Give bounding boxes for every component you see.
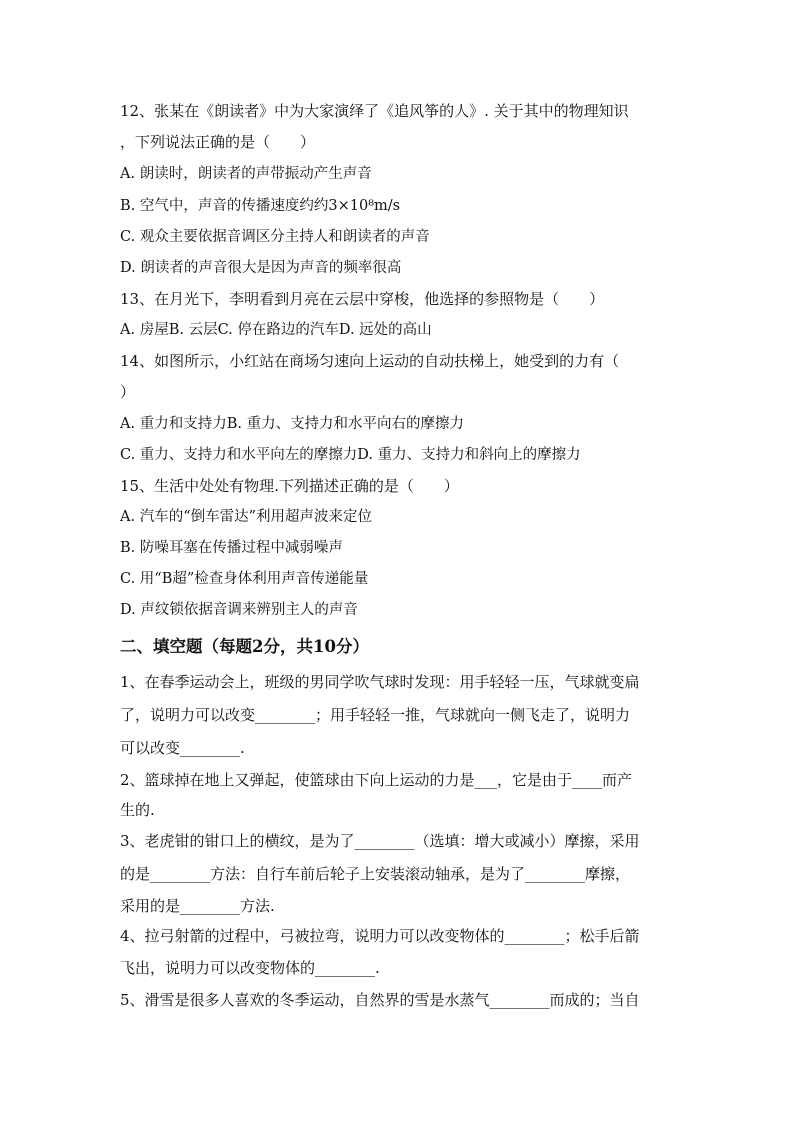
q14-stem-line2: ） bbox=[120, 383, 136, 401]
section-heading-fill-in: 二、填空题（每题2分，共10分） bbox=[120, 637, 369, 656]
q13-stem: 13、在月光下，李明看到月亮在云层中穿梭，他选择的参照物是（ ） bbox=[120, 290, 605, 308]
q15-option-c: C. 用“B超”检查身体利用声音传递能量 bbox=[120, 571, 369, 587]
q14-stem-line1: 14、如图所示，小红站在商场匀速向上运动的自动扶梯上，她受到的力有（ bbox=[120, 352, 620, 370]
fill-q2-line1: 2、篮球掉在地上又弹起，使篮球由下向上运动的力是___，它是由于____而产 bbox=[120, 771, 633, 789]
q13-options: A. 房屋B. 云层C. 停在路边的汽车D. 远处的高山 bbox=[120, 322, 432, 338]
q12-option-a: A. 朗读时，朗读者的声带振动产生声音 bbox=[120, 166, 372, 182]
q14-options-cd: C. 重力、支持力和水平向左的摩擦力D. 重力、支持力和斜向上的摩擦力 bbox=[120, 447, 581, 463]
q12-stem-line1: 12、张某在《朗读者》中为大家演绎了《追风筝的人》. 关于其中的物理知识 bbox=[120, 102, 629, 120]
fill-q3-line3: 采用的是________方法. bbox=[120, 897, 275, 915]
fill-q5-line1: 5、滑雪是很多人喜欢的冬季运动，自然界的雪是水蒸气________而成的；当自 bbox=[120, 991, 640, 1009]
q12-option-c: C. 观众主要依据音调区分主持人和朗读者的声音 bbox=[120, 229, 430, 245]
q12-option-b: B. 空气中，声音的传播速度约约3×10⁸m/s bbox=[120, 198, 401, 214]
q12-option-d: D. 朗读者的声音很大是因为声音的频率很高 bbox=[120, 260, 402, 276]
q12-stem-line2: ，下列说法正确的是（ ） bbox=[120, 133, 316, 151]
fill-q3-line2: 的是________方法：自行车前后轮子上安装滚动轴承，是为了________摩擦， bbox=[120, 865, 631, 883]
q15-stem: 15、生活中处处有物理.下列描述正确的是（ ） bbox=[120, 477, 459, 495]
fill-q1-line3: 可以改变________. bbox=[120, 739, 245, 757]
fill-q2-line2: 生的. bbox=[120, 801, 155, 819]
fill-q1-line2: 了，说明力可以改变________；用手轻轻一推，气球就向一侧飞走了，说明力 bbox=[120, 706, 631, 724]
fill-q3-line1: 3、老虎钳的钳口上的横纹，是为了________（选填：增大或减小）摩擦，采用 bbox=[120, 832, 640, 850]
fill-q4-line2: 飞出，说明力可以改变物体的________. bbox=[120, 959, 380, 977]
fill-q1-line1: 1、在春季运动会上，班级的男同学吹气球时发现：用手轻轻一压，气球就变扁 bbox=[120, 673, 640, 691]
fill-q4-line1: 4、拉弓射箭的过程中，弓被拉弯，说明力可以改变物体的________；松手后箭 bbox=[120, 927, 640, 945]
q15-option-a: A. 汽车的“倒车雷达”利用超声波来定位 bbox=[120, 509, 373, 525]
q14-options-ab: A. 重力和支持力B. 重力、支持力和水平向右的摩擦力 bbox=[120, 416, 465, 432]
q15-option-d: D. 声纹锁依据音调来辨别主人的声音 bbox=[120, 602, 358, 618]
q15-option-b: B. 防噪耳塞在传播过程中减弱噪声 bbox=[120, 540, 343, 556]
